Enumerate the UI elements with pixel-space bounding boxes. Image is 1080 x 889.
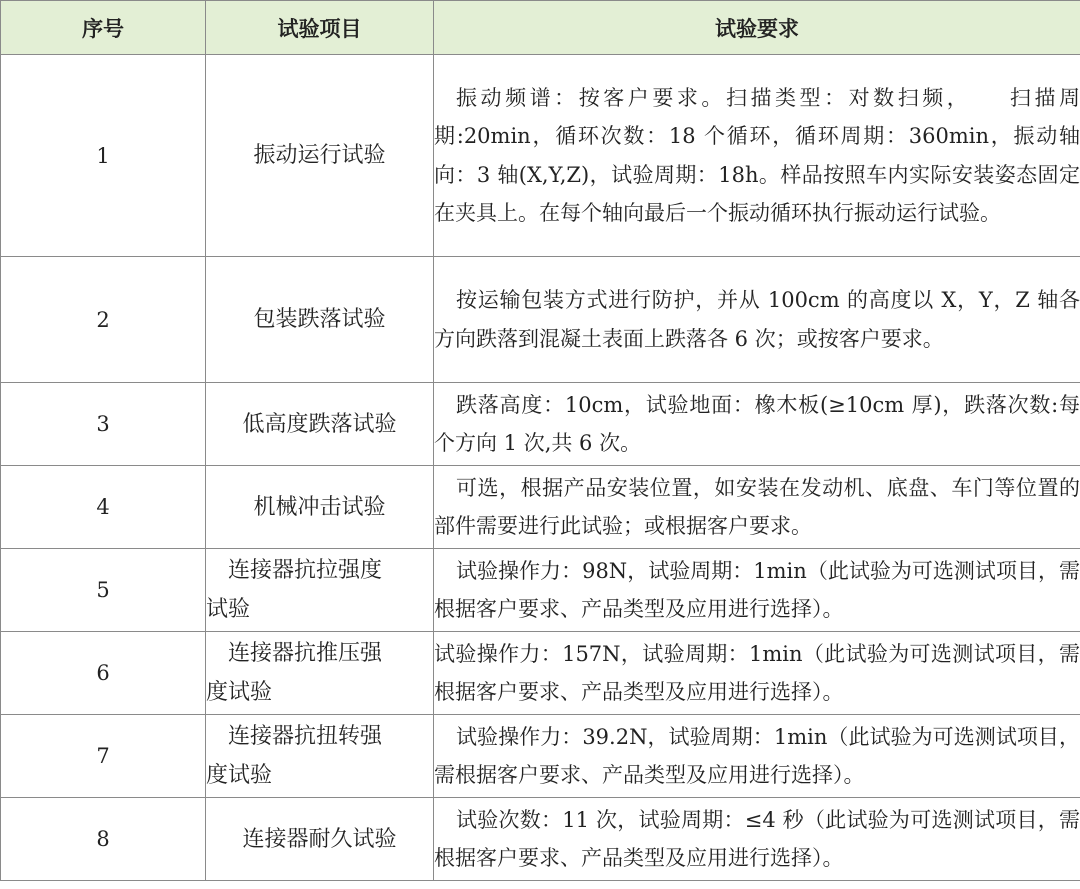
row-number: 2 [1, 257, 206, 383]
test-item-line-2: 试验 [206, 597, 251, 622]
requirement-text: 按运输包装方式进行防护，并从 100cm 的高度以 X，Y，Z 轴各方向跌落到混凝土表面上跌落各 6 次；或按客户要求。 [434, 288, 1080, 351]
test-item-name [206, 549, 434, 632]
row-number: 1 [1, 55, 206, 257]
requirement-text: 振动频谱：按客户要求。扫描类型：对数扫频， 扫描周期:20min，循环次数：18 个循环，循环周期：360min，振动轴向：3 轴(X,Y,Z)，试验周期：18h。样品按照车内实际安装姿态固定在夹具上。在每个轴向最后一个振动循环执行振动运行试验。 [434, 85, 1080, 225]
requirement-text: 试验操作力：39.2N，试验周期：1min（此试验为可选测试项目，需根据客户要求、产品类型及应用进行选择）。 [434, 724, 1080, 787]
test-item-name: 机械冲击试验 [206, 466, 434, 549]
test-requirement-text [434, 466, 1080, 549]
test-requirement-text [434, 632, 1080, 715]
requirement-text: 试验操作力：157N，试验周期：1min（此试验为可选测试项目，需根据客户要求、产品类型及应用进行选择）。 [434, 641, 1080, 704]
test-item-name: 振动运行试验 [206, 55, 434, 257]
table-row [1, 715, 1080, 798]
requirement-text: 试验次数：11 次，试验周期：≤4 秒（此试验为可选测试项目，需根据客户要求、产品类型及应用进行选择）。 [434, 807, 1080, 870]
row-number: 8 [1, 798, 206, 881]
test-item-line-1: 连接器抗扭转强 [228, 724, 383, 749]
test-item-line-1: 连接器抗推压强 [228, 641, 383, 666]
test-item-line-2: 度试验 [206, 763, 273, 788]
table-row [1, 798, 1080, 881]
table-row [1, 466, 1080, 549]
row-number: 6 [1, 632, 206, 715]
table-header-row [1, 1, 1080, 55]
requirement-text: 可选，根据产品安装位置，如安装在发动机、底盘、车门等位置的部件需要进行此试验；或根据客户要求。 [434, 475, 1080, 538]
row-number: 5 [1, 549, 206, 632]
row-number: 3 [1, 383, 206, 466]
table-row [1, 257, 1080, 383]
test-requirement-text [434, 383, 1080, 466]
table-row [1, 383, 1080, 466]
test-requirement-text [434, 55, 1080, 257]
test-item-name: 包装跌落试验 [206, 257, 434, 383]
test-requirement-text [434, 257, 1080, 383]
test-requirement-text [434, 715, 1080, 798]
header-test-item: 试验项目 [206, 1, 434, 55]
row-number: 4 [1, 466, 206, 549]
header-test-requirement: 试验要求 [434, 1, 1080, 55]
row-number: 7 [1, 715, 206, 798]
test-requirement-text [434, 798, 1080, 881]
test-requirement-text [434, 549, 1080, 632]
requirement-text: 试验操作力：98N，试验周期：1min（此试验为可选测试项目，需根据客户要求、产品类型及应用进行选择）。 [434, 558, 1080, 621]
test-item-name [206, 715, 434, 798]
table-row [1, 632, 1080, 715]
test-item-line-1: 连接器抗拉强度 [228, 558, 383, 583]
test-item-name: 连接器耐久试验 [206, 798, 434, 881]
table-row [1, 549, 1080, 632]
requirement-text: 跌落高度：10cm，试验地面：橡木板(≥10cm 厚)，跌落次数:每个方向 1 次,共 6 次。 [434, 392, 1080, 455]
table-row [1, 55, 1080, 257]
header-serial-number: 序号 [1, 1, 206, 55]
test-item-name [206, 632, 434, 715]
test-item-line-2: 度试验 [206, 680, 273, 705]
test-item-name: 低高度跌落试验 [206, 383, 434, 466]
